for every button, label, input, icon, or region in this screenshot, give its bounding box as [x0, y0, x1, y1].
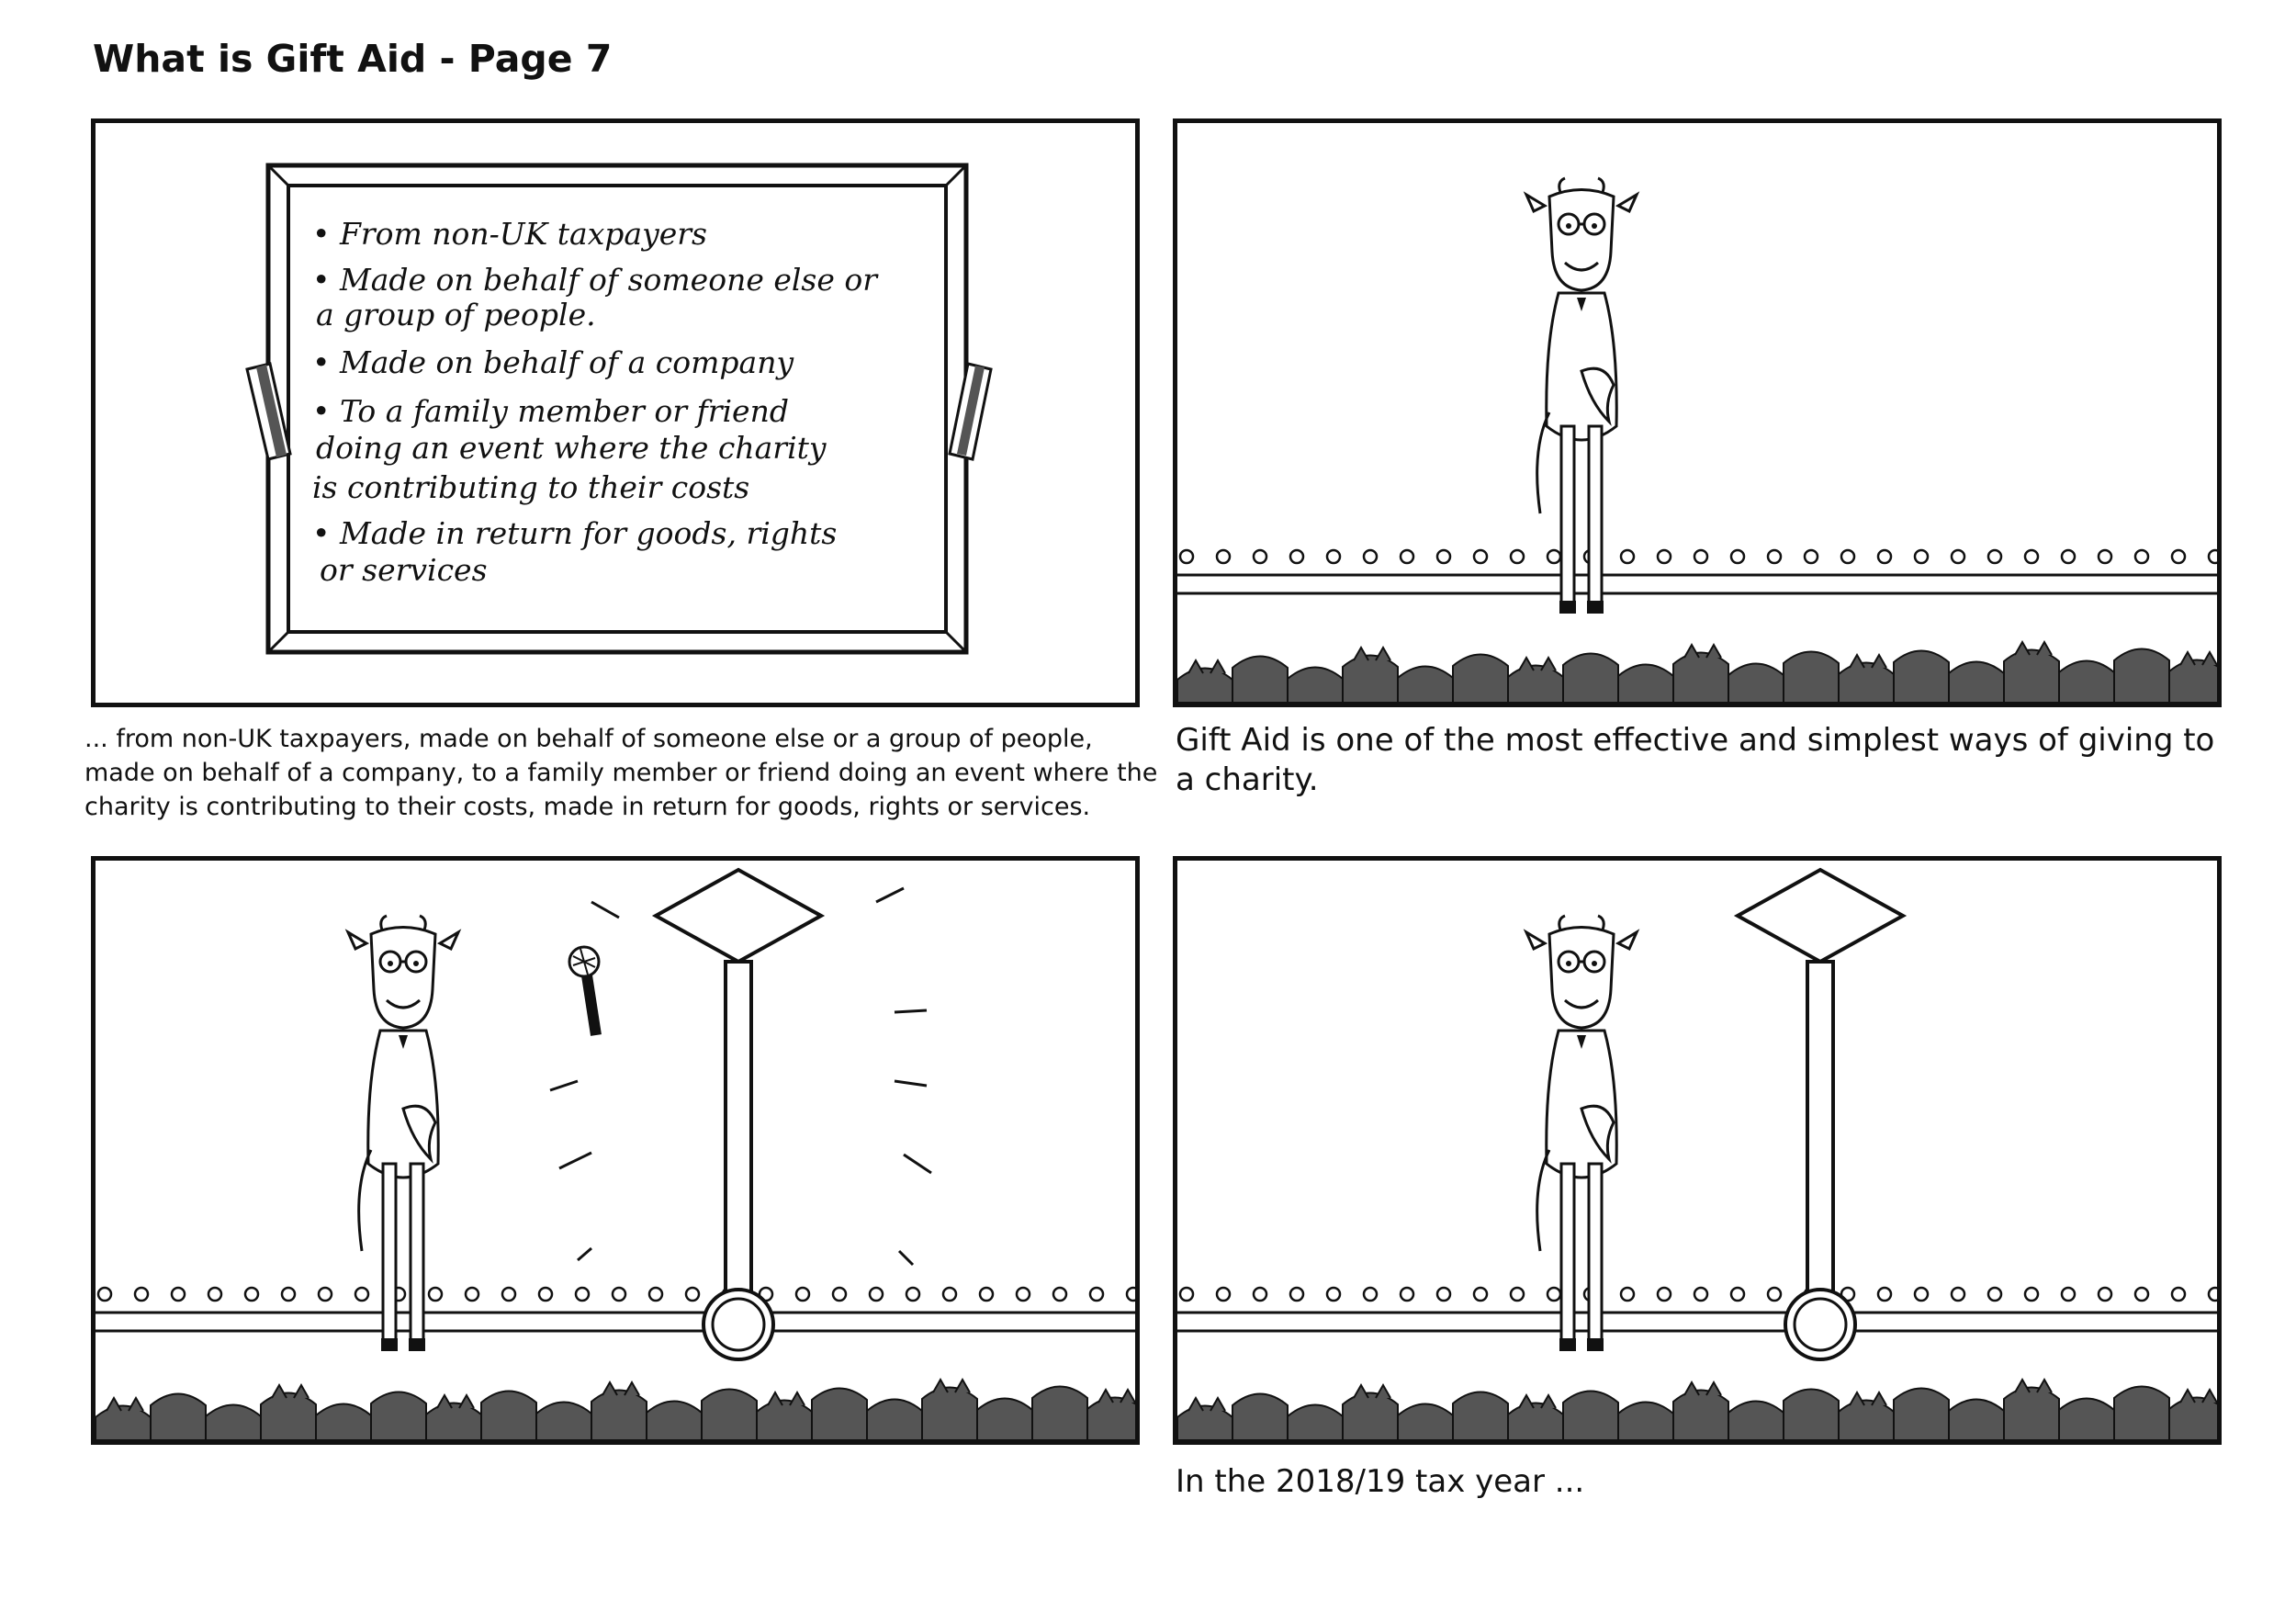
board-line: • Made on behalf of someone else or — [312, 262, 878, 298]
board-line: • To a family member or friend — [312, 393, 789, 429]
stage-lights — [1180, 550, 2217, 563]
panel-1-caption: ... from non-UK taxpayers, made on behalf of someone else or a group of people, made on behalf of a company, to a family member or friend doing an event where the charity is contributing to their costs, made in return for goods, rights or services. — [84, 725, 1158, 821]
stage-scene-illustration — [1177, 123, 2217, 703]
panel-4-totaliser — [1173, 856, 2222, 1445]
audience-crowd — [1177, 642, 2217, 703]
cow-character — [348, 916, 458, 1351]
board-line: doing an event where the charity — [316, 430, 827, 466]
panel-2-stage — [1173, 118, 2222, 707]
tape-left-icon — [247, 364, 290, 459]
board-line: a group of people. — [316, 297, 596, 332]
audience-crowd — [96, 1380, 1135, 1440]
whiteboard-illustration — [96, 123, 1135, 703]
board-line: or services — [320, 552, 488, 588]
totaliser-scene-illustration — [1177, 861, 2217, 1440]
board-line: • From non-UK taxpayers — [312, 216, 707, 252]
audience-crowd — [1177, 1380, 2217, 1440]
cow-character — [1526, 916, 1637, 1351]
totaliser-icon — [1738, 870, 1903, 1359]
microphone-scene-illustration — [96, 861, 1135, 1440]
cow-character — [1526, 178, 1637, 614]
board-line: is contributing to their costs — [312, 469, 750, 505]
board-line: • Made on behalf of a company — [312, 344, 794, 380]
page-title: What is Gift Aid - Page 7 — [93, 37, 613, 81]
board-line: • Made in return for goods, rights — [312, 515, 838, 551]
panel-2-caption: Gift Aid is one of the most effective and simplest ways of giving to a charity. — [1176, 722, 2215, 798]
panel-3-microphone — [91, 856, 1140, 1445]
tape-right-icon — [950, 364, 991, 459]
panel-4-caption: In the 2018/19 tax year ... — [1176, 1463, 1585, 1500]
microphone-icon — [569, 947, 599, 1035]
stage-lights — [98, 1288, 1135, 1301]
panel-1-whiteboard — [91, 118, 1140, 707]
stage-lights — [1180, 1288, 2217, 1301]
totaliser-icon — [656, 870, 821, 1359]
